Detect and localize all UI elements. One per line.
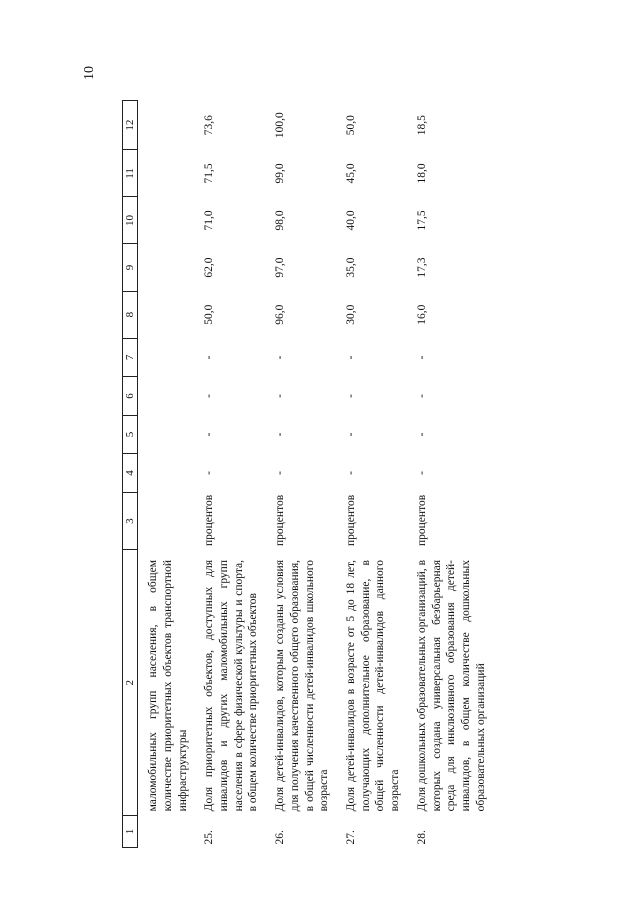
col-header: 7: [123, 338, 138, 377]
value-cell: 71,5: [203, 163, 216, 184]
row-number: [138, 815, 197, 847]
table-row: [409, 101, 495, 848]
row-number: 25.: [203, 830, 216, 845]
value-cell: 62,0: [203, 257, 216, 278]
indicator-text: Доля приоритетных объектов, доступных для инвалидов и других маломобильных групп населения в сфере физической культуры и спорта, в общем количестве приоритетных объектов: [203, 560, 260, 812]
page-number: 10: [82, 66, 97, 80]
value-cell: 17,5: [415, 210, 428, 231]
row-number: 27.: [344, 830, 357, 845]
indicator-text: Доля детей-инвалидов в возрасте от 5 до 18 лет, получающих дополнительное образование, в общей численности детей-инвалидов данного возраста: [344, 560, 402, 812]
value-cell: 18,5: [415, 115, 428, 136]
indicator-text: Доля детей-инвалидов, которым созданы условия для получения качественного общего образования, в общей численности детей-инвалидов школьного возраста: [274, 560, 331, 812]
col-header: 5: [123, 415, 138, 454]
indicator-text: Доля дошкольных образовательных организаций, в которых создана универсальная безбарьерная среда для инклюзивного образования детей-инвалидов, в общем количестве дошкольных образовательных организаций: [415, 560, 487, 812]
value-cell: -: [344, 394, 357, 398]
value-cell: -: [274, 394, 287, 398]
table-row: [267, 101, 338, 848]
value-cell: -: [274, 355, 287, 360]
value-cell: 35,0: [344, 257, 357, 278]
header-row: [123, 101, 138, 848]
value-cell: 97,0: [274, 257, 287, 278]
unit-cell: процентов: [274, 494, 287, 546]
value-cell: -: [344, 432, 357, 437]
value-cell: -: [344, 355, 357, 360]
table-row: [138, 101, 197, 848]
col-header: 1: [123, 815, 138, 847]
value-cell: 71,0: [203, 210, 216, 231]
col-header: 4: [123, 454, 138, 493]
value-cell: 16,0: [415, 304, 428, 325]
value-cell: 99,0: [274, 163, 287, 184]
row-number: 28.: [415, 830, 428, 845]
row-number: 26.: [274, 830, 287, 845]
value-cell: -: [274, 471, 287, 475]
value-cell: 96,0: [274, 304, 287, 325]
value-cell: -: [415, 355, 428, 360]
value-cell: -: [203, 394, 216, 398]
indicator-table-sheet: [122, 100, 628, 848]
col-header: 10: [123, 197, 138, 244]
table-row: [196, 101, 267, 848]
col-header: 12: [123, 101, 138, 150]
unit-cell: процентов: [344, 494, 357, 546]
value-cell: -: [415, 394, 428, 398]
table-row: [338, 101, 409, 848]
col-header: 6: [123, 377, 138, 416]
indicator-text: маломобильных групп населения, в общем количестве приоритетных объектов транспортной инфраструктуры: [147, 560, 189, 812]
value-cell: 50,0: [344, 115, 357, 136]
value-cell: 30,0: [344, 304, 357, 325]
col-header: 11: [123, 150, 138, 197]
value-cell: 18,0: [415, 163, 428, 184]
value-cell: 73,6: [203, 115, 216, 136]
col-header: 3: [123, 492, 138, 550]
value-cell: -: [274, 432, 287, 437]
value-cell: 100,0: [274, 112, 287, 139]
value-cell: -: [415, 471, 428, 475]
indicator-table: [122, 100, 494, 848]
value-cell: 50,0: [203, 304, 216, 325]
value-cell: -: [203, 471, 216, 475]
value-cell: -: [203, 355, 216, 360]
value-cell: 45,0: [344, 163, 357, 184]
value-cell: -: [203, 432, 216, 437]
value-cell: -: [344, 471, 357, 475]
col-header: 8: [123, 291, 138, 338]
value-cell: 40,0: [344, 210, 357, 231]
unit-cell: процентов: [203, 494, 216, 546]
value-cell: -: [415, 432, 428, 437]
col-header: 9: [123, 244, 138, 291]
value-cell: 98,0: [274, 210, 287, 231]
unit-cell: процентов: [415, 494, 428, 546]
value-cell: 17,3: [415, 257, 428, 278]
col-header: 2: [123, 550, 138, 815]
